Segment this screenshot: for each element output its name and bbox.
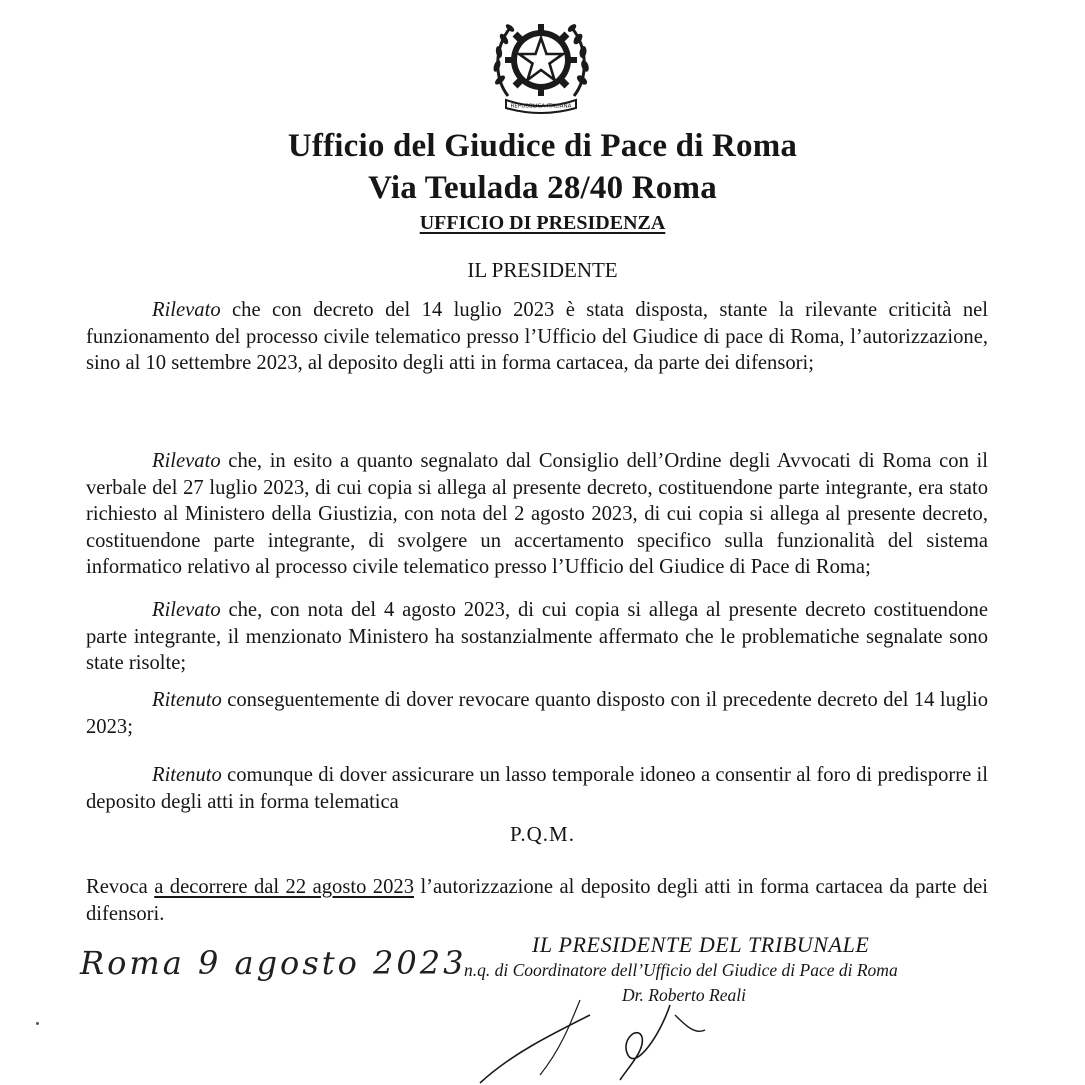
paragraph-text: conseguentemente di dover revocare quanto disposto con il precedente decreto del 14 luglio 2023;	[86, 689, 988, 738]
decision-suffix: l’autorizzazione al deposito degli atti in forma cartacea da parte dei difensori.	[86, 876, 988, 925]
signatory-name: Dr. Roberto Reali	[622, 985, 746, 1005]
decision-prefix: Revoca	[86, 876, 155, 898]
paragraph-rilevato-2	[86, 448, 988, 581]
paragraph-text: che con decreto del 14 luglio 2023 è stata disposta, stante la rilevante criticità nel funzionamento del processo civile telematico presso l’Ufficio del Giudice di pace di Roma, l’autorizzazione, sino al 10 settembre 2023, al deposito degli atti in forma cartacea, da parte dei difensori;	[86, 299, 988, 375]
paragraph-keyword: Rilevato	[152, 450, 221, 472]
paragraph-text: comunque di dover assicurare un lasso temporale idoneo a consentir al foro di predisporre il deposito degli atti in forma telematica	[86, 764, 988, 813]
office-title: Ufficio del Giudice di Pace di Roma	[287, 128, 798, 164]
office-address: Via Teulada 28/40 Roma	[368, 170, 717, 206]
paragraph-ritenuto-1	[86, 687, 988, 740]
italian-republic-emblem-icon	[488, 8, 594, 114]
paragraph-text: che, in esito a quanto segnalato dal Consiglio dell’Ordine degli Avvocati di Roma con il verbale del 27 luglio 2023, di cui copia si allega al presente decreto, costituendone parte integrante, era stato richiesto al Ministero della Giustizia, con nota del 2 agosto 2023, di cui copia si allega al presente decreto, costituendone parte integrante, di svolgere un accertamento specifico sulla funzionalità del sistema informatico relativo al processo civile telematico presso l’Ufficio del Giudice di Pace di Roma;	[86, 450, 988, 579]
handwritten-signature-icon	[470, 995, 790, 1085]
paragraph-ritenuto-2	[86, 762, 988, 815]
decision-date-underlined: a decorrere dal 22 agosto 2023	[154, 876, 414, 898]
signatory-title: IL PRESIDENTE DEL TRIBUNALE	[532, 932, 870, 957]
paragraph-keyword: Ritenuto	[152, 764, 222, 786]
office-department: UFFICIO DI PRESIDENZA	[419, 212, 666, 234]
paragraph-rilevato-1	[86, 297, 988, 377]
decision-paragraph	[86, 874, 988, 927]
paragraph-keyword: Ritenuto	[152, 689, 222, 711]
paragraph-text: che, con nota del 4 agosto 2023, di cui copia si allega al presente decreto costituendone parte integrante, il menzionato Ministero ha sostanzialmente affermato che le problematiche segnalate sono state risolte;	[86, 599, 988, 675]
paragraph-keyword: Rilevato	[152, 299, 221, 321]
svg-text:REPUBBLICA ITALIANA: REPUBBLICA ITALIANA	[510, 103, 572, 110]
paragraph-rilevato-3	[86, 597, 988, 677]
document-heading: IL PRESIDENTE	[467, 258, 618, 282]
handwritten-place-date: Roma 9 agosto 2023	[80, 944, 467, 982]
scan-speck	[36, 1022, 39, 1025]
paragraph-keyword: Rilevato	[152, 599, 221, 621]
signatory-role: n.q. di Coordinatore dell’Ufficio del Giudice di Pace di Roma	[464, 960, 898, 980]
pqm-heading: P.Q.M.	[510, 822, 575, 846]
